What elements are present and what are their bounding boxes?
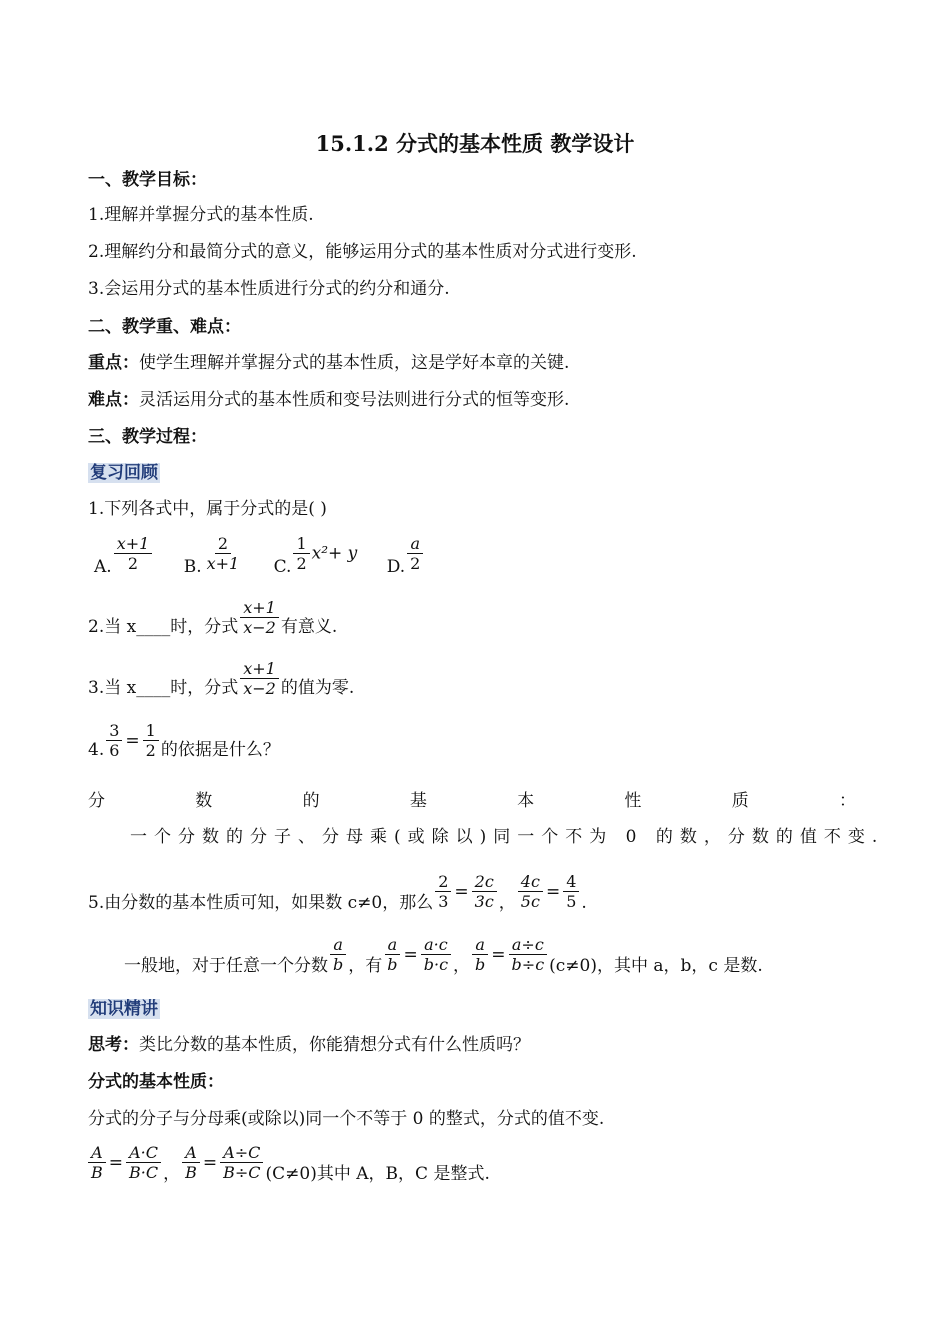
spread-char: 数 <box>195 791 213 811</box>
numerator: A÷C <box>220 1143 263 1163</box>
option-c-tail: x²+ y <box>311 543 358 564</box>
key-point-text: 使学生理解并掌握分式的基本性质，这是学好本章的关键. <box>139 353 570 373</box>
fraction <box>88 1143 106 1182</box>
equals-sign: = <box>545 881 561 902</box>
general-statement <box>124 935 763 976</box>
fraction <box>407 534 423 573</box>
property-text: 分式的分子与分母乘(或除以)同一个不等于 0 的整式，分式的值不变. <box>88 1109 605 1129</box>
question-2 <box>88 598 337 637</box>
think-label: 思考： <box>88 1035 139 1055</box>
page-title: 15.1.2 分式的基本性质 教学设计 <box>315 131 635 156</box>
numerator: a <box>472 935 488 955</box>
section-heading-process: 三、教学过程： <box>88 427 207 447</box>
denominator: 6 <box>109 741 120 760</box>
objective-item: 2.理解约分和最简分式的意义，能够运用分式的基本性质对分式进行变形. <box>88 242 637 262</box>
equals-sign: = <box>403 944 418 965</box>
property-formula <box>86 1143 490 1184</box>
spread-char: 本 <box>517 791 535 811</box>
spread-char: ： <box>838 791 856 811</box>
numerator: 4 <box>563 872 579 892</box>
option-d <box>387 534 426 577</box>
fraction <box>435 872 451 911</box>
denominator: x+1 <box>206 554 240 573</box>
denominator: B <box>91 1163 103 1182</box>
question-1: 1.下列各式中，属于分式的是( ) <box>88 499 327 519</box>
question-3-suffix: 的值为零. <box>280 678 355 698</box>
knowledge-tag-line <box>88 999 160 1019</box>
spread-char: 分 <box>88 791 105 811</box>
numerator: a·c <box>421 935 451 955</box>
numerator: x+1 <box>240 598 279 618</box>
property-heading: 分式的基本性质： <box>88 1072 224 1092</box>
question-4-prefix: 4. <box>88 740 105 760</box>
option-c <box>274 534 358 577</box>
options-row <box>94 534 449 577</box>
equals-sign: = <box>108 1152 124 1173</box>
fraction <box>106 721 122 760</box>
numerator: A <box>88 1143 106 1163</box>
property-formula-suffix: (C≠0)其中 A，B，C 是整式. <box>265 1164 490 1184</box>
denominator: b·c <box>423 955 449 974</box>
numerator: 2 <box>435 872 451 892</box>
option-b <box>184 534 245 577</box>
objective-item: 1.理解并掌握分式的基本性质. <box>88 205 314 225</box>
option-d-label: D. <box>386 557 406 577</box>
fraction <box>126 1143 161 1182</box>
equals-sign: = <box>125 730 140 751</box>
section-heading-key-points: 二、教学重、难点： <box>88 317 241 337</box>
fraction <box>384 935 400 974</box>
denominator: 5 <box>566 892 577 911</box>
option-a <box>94 534 154 577</box>
fraction <box>472 935 488 974</box>
difficulty-line <box>88 390 569 410</box>
denominator: 3 <box>438 892 449 911</box>
key-point-label: 重点： <box>88 353 139 373</box>
knowledge-tag: 知识精讲 <box>90 999 158 1019</box>
numerator: 4c <box>518 872 543 892</box>
question-4 <box>88 721 280 760</box>
fraction <box>143 721 159 760</box>
denominator: b÷c <box>511 955 545 974</box>
numerator: x+1 <box>240 659 279 679</box>
numerator: a÷c <box>509 935 547 955</box>
question-5 <box>88 872 587 913</box>
general-prefix: 一般地，对于任意一个分数 <box>124 956 328 976</box>
objective-item: 3.会运用分式的基本性质进行分式的约分和通分. <box>88 279 450 299</box>
question-3-prefix: 3.当 x____时，分式 <box>88 678 239 698</box>
denominator: B÷C <box>223 1163 261 1182</box>
denominator: b <box>333 955 344 974</box>
fraction <box>330 935 346 974</box>
denominator: 2 <box>145 741 156 760</box>
key-point-line <box>88 353 569 373</box>
denominator: 3c <box>474 892 494 911</box>
option-a-label: A. <box>94 557 112 577</box>
fraction <box>421 935 451 974</box>
numerator: 1 <box>293 534 309 554</box>
fraction <box>240 598 279 637</box>
denominator: 2 <box>296 554 307 573</box>
question-3 <box>88 659 354 698</box>
fraction <box>240 659 279 698</box>
fraction <box>509 935 548 974</box>
denominator: 2 <box>127 554 139 573</box>
question-4-suffix: 的依据是什么？ <box>160 740 280 760</box>
denominator: x−2 <box>243 679 276 698</box>
fraction <box>204 534 243 573</box>
fraction <box>182 1143 200 1182</box>
denominator: x−2 <box>243 618 276 637</box>
equals-sign: = <box>202 1152 218 1173</box>
separator: ， <box>163 1164 181 1184</box>
numerator: 3 <box>106 721 122 741</box>
fraction <box>518 872 543 911</box>
fraction <box>220 1143 263 1182</box>
equals-sign: = <box>491 944 506 965</box>
spread-char: 性 <box>624 791 642 811</box>
fraction <box>114 534 153 573</box>
denominator: B <box>185 1163 197 1182</box>
question-5-suffix: . <box>581 893 587 913</box>
think-text: 类比分数的基本性质，你能猜想分式有什么性质吗？ <box>139 1035 530 1055</box>
question-2-prefix: 2.当 x____时，分式 <box>88 617 239 637</box>
option-b-label: B. <box>183 557 202 577</box>
question-2-suffix: 有意义. <box>280 617 338 637</box>
numerator: A·C <box>126 1143 161 1163</box>
equals-sign: = <box>454 881 469 902</box>
numerator: a <box>330 935 346 955</box>
numerator: x+1 <box>114 534 153 554</box>
numerator: 1 <box>143 721 159 741</box>
numerator: a <box>385 935 401 955</box>
numerator: a <box>407 534 423 554</box>
question-5-prefix: 5.由分数的基本性质可知，如果数 c≠0，那么 <box>88 893 434 913</box>
denominator: b <box>387 955 398 974</box>
fraction <box>293 534 309 573</box>
review-tag-line <box>88 463 160 483</box>
general-middle: ，有 <box>348 956 383 976</box>
section-heading-objectives: 一、教学目标： <box>88 170 207 190</box>
numerator: A <box>182 1143 200 1163</box>
answer-spread-line <box>88 786 856 811</box>
numerator: 2c <box>472 872 497 892</box>
review-tag: 复习回顾 <box>90 463 158 483</box>
option-c-label: C. <box>273 557 292 577</box>
denominator: 5c <box>520 892 540 911</box>
spread-char: 基 <box>409 791 427 811</box>
general-suffix: (c≠0)，其中 a，b，c 是数. <box>549 956 763 976</box>
denominator: 2 <box>410 554 421 573</box>
spread-char: 质 <box>731 791 749 811</box>
separator: ， <box>453 956 471 976</box>
difficulty-text: 灵活运用分式的基本性质和变号法则进行分式的恒等变形. <box>139 390 570 410</box>
difficulty-label: 难点： <box>88 390 139 410</box>
answer-line: 一个分数的分子、分母乘(或除以)同一个不为 0 的数，分数的值不变. <box>130 827 885 847</box>
fraction <box>472 872 497 911</box>
fraction <box>563 872 579 911</box>
denominator: B·C <box>129 1163 159 1182</box>
think-line <box>88 1035 530 1055</box>
separator: ， <box>498 893 516 913</box>
numerator: 2 <box>215 534 231 554</box>
spread-char: 的 <box>302 791 320 811</box>
denominator: b <box>475 955 486 974</box>
